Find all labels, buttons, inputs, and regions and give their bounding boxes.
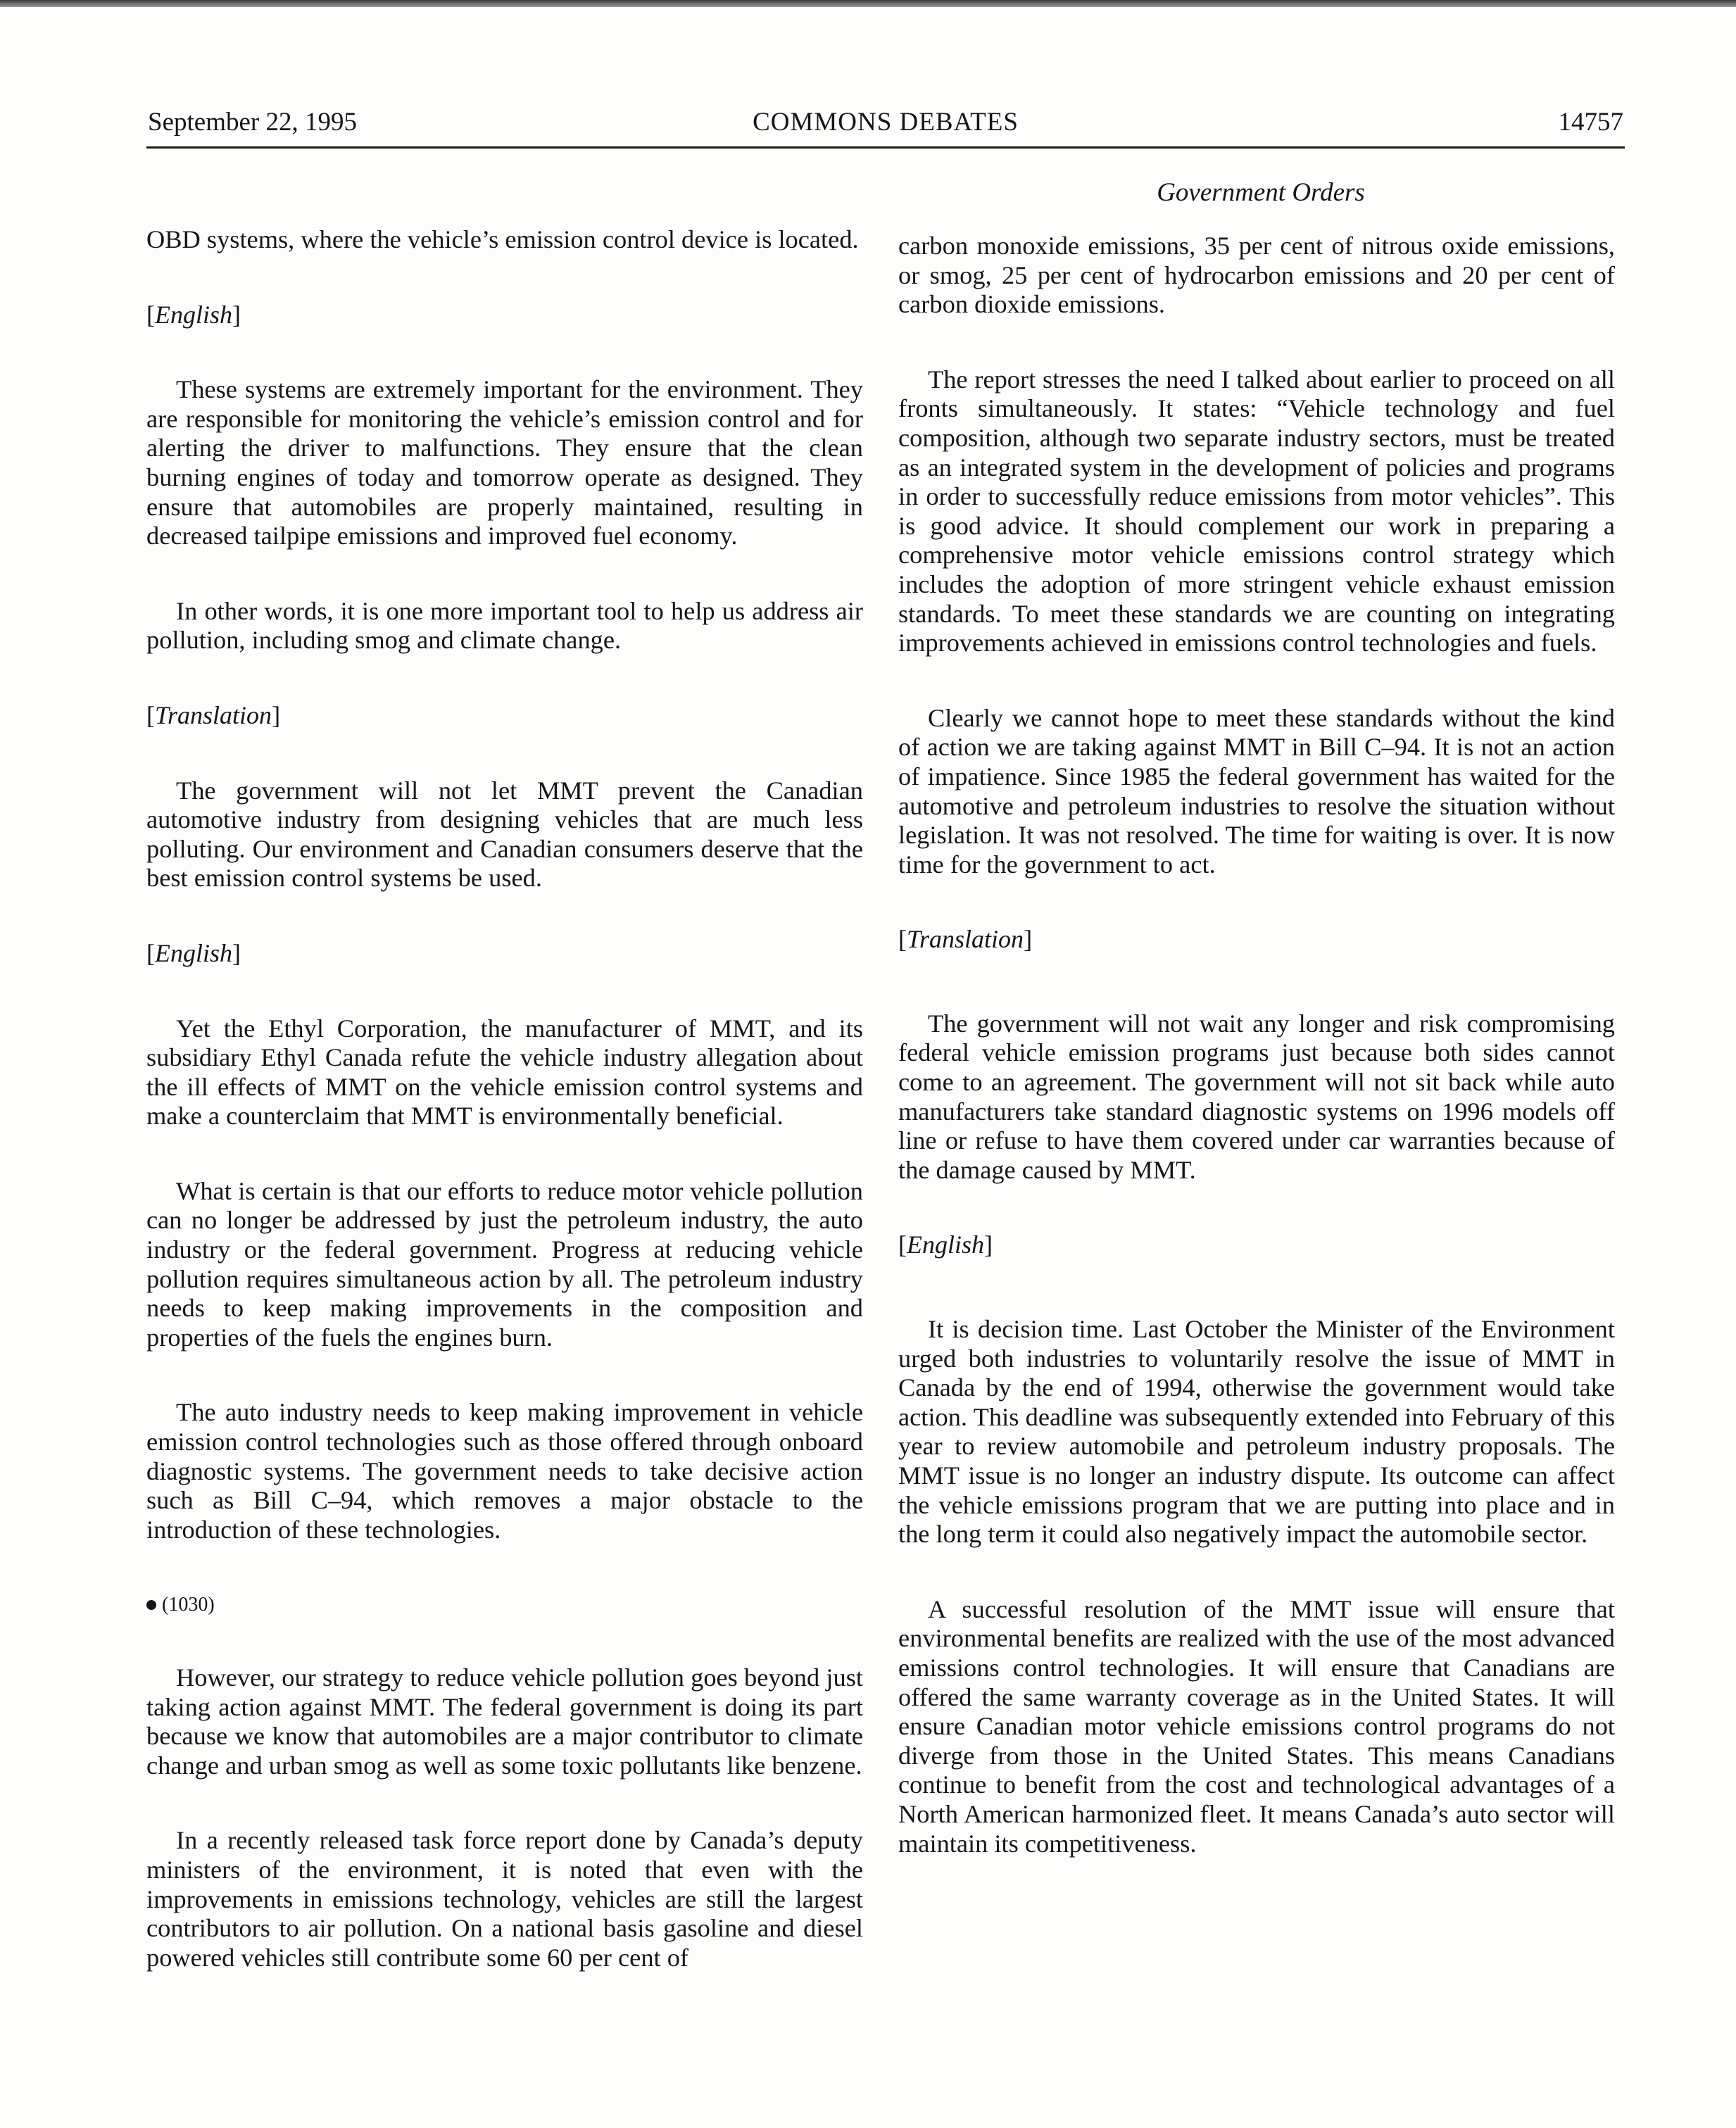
language-label-text: English [907,1230,985,1259]
paragraph: The government will not let MMT prevent the Canadian automotive industry from designing vehicles that are much less polluting. Our environment and Canadian consumers deserve that the best emission control systems be used. [146,776,863,893]
left-column [146,225,863,2018]
language-label-text: English [155,300,233,329]
paragraph: Yet the Ethyl Corporation, the manufacturer of MMT, and its subsidiary Ethyl Canada refute the vehicle industry allegation about the ill effects of MMT on the vehicle emission control systems and make a counterclaim that MMT is environmentally beneficial. [146,1014,863,1131]
language-label: [English] [146,938,241,967]
time-marker-text: (1030) [162,1594,215,1616]
header-date: September 22, 1995 [148,108,357,137]
section-heading: Government Orders [1157,178,1365,207]
paragraph: It is decision time. Last October the Minister of the Environment urged both industries to voluntarily resolve the issue of MMT in Canada by the end of 1994, otherwise the government would take action. This deadline was subsequently extended into February of this year to review automobile and petroleum industry proposals. The MMT issue is no longer an industry dispute. Its outcome can affect the vehicle emissions program that we are putting into place and in the long term it could also negatively impact the automobile sector. [898,1315,1615,1549]
paragraph: OBD systems, where the vehicle’s emission control device is located. [146,225,859,253]
paragraph: Clearly we cannot hope to meet these standards without the kind of action we are taking against MMT in Bill C–94. It is not an action of impatience. Since 1985 the federal government has waited for the automotive and petroleum industries to resolve the situation without legislation. It was not resolved. The time for waiting is over. It is now time for the government to act. [898,703,1615,879]
language-label-text: English [155,938,233,967]
paragraph: However, our strategy to reduce vehicle pollution goes beyond just taking action against MMT. The federal government is doing its part because we know that automobiles are a major contributor to climate change and urban smog as well as some toxic pollutants like benzene. [146,1663,863,1780]
paragraph: A successful resolution of the MMT issue will ensure that environmental benefits are realized with the use of the most advanced emissions control technologies. It will ensure that Canadians are offered the same warranty coverage as in the United States. It will ensure Canadian motor vehicle emissions control programs do not diverge from those in the United States. This means Canadians continue to benefit from the cost and technological advantages of a North American harmonized fleet. It means Canada’s auto sector will maintain its competitiveness. [898,1594,1615,1858]
paragraph: What is certain is that our efforts to reduce motor vehicle pollution can no longer be addressed by just the petroleum industry, the auto industry or the federal government. Progress at reducing vehicle pollution requires simultaneous action by all. The petroleum industry needs to keep making improvements in the composition and properties of the fuels the engines burn. [146,1176,863,1352]
header-title: COMMONS DEBATES [753,108,1019,137]
paragraph: These systems are extremely important for the environment. They are responsible for monitoring the vehicle’s emission control and for alerting the driver to malfunctions. They ensure that the clean burning engines of today and tomorrow operate as designed. They ensure that automobiles are properly maintained, resulting in decreased tailpipe emissions and improved fuel economy. [146,375,863,550]
language-label: [English] [898,1230,993,1259]
language-label-text: Translation [907,925,1024,954]
language-label: [Translation] [146,700,281,729]
paragraph: In other words, it is one more important tool to help us address air pollution, including smog and climate change. [146,596,863,655]
running-header [146,97,1625,149]
language-label: [Translation] [898,925,1033,954]
bullet-icon [146,1600,156,1610]
paragraph: carbon monoxide emissions, 35 per cent of nitrous oxide emissions, or smog, 25 per cent of hydrocarbon emissions and 20 per cent of carbon dioxide emissions. [898,232,1615,319]
language-label: [English] [146,300,241,329]
time-marker [146,1590,863,1620]
page-number: 14757 [1558,108,1623,137]
scan-edge [0,0,1736,7]
right-column [898,232,1615,1904]
paragraph: The auto industry needs to keep making improvement in vehicle emission control technologies such as those offered through onboard diagnostic systems. The government needs to take decisive action such as Bill C–94, which removes a major obstacle to the introduction of these technologies. [146,1398,863,1544]
paragraph: The report stresses the need I talked about earlier to proceed on all fronts simultaneously. It states: “Vehicle technology and fuel composition, although two separate industry sectors, must be treated as an integrated system in the development of policies and programs in order to successfully reduce emissions from motor vehicles”. This is good advice. It should complement our work in preparing a comprehensive motor vehicle emissions control strategy which includes the adoption of more stringent vehicle exhaust emission standards. To meet these standards we are counting on integrating improvements achieved in emissions control technologies and fuels. [898,365,1615,657]
language-label-text: Translation [155,700,272,729]
paragraph: In a recently released task force report done by Canada’s deputy ministers of the environment, it is noted that even with the improvements in emissions technology, vehicles are still the largest contributors to air pollution. On a national basis gasoline and diesel powered vehicles still contribute some 60 per cent of [146,1826,863,1972]
paragraph: The government will not wait any longer and risk compromising federal vehicle emission programs just because both sides cannot come to an agreement. The government will not sit back while auto manufacturers take standard diagnostic systems on 1996 models off line or refuse to have them covered under car warranties because of the damage caused by MMT. [898,1009,1615,1184]
